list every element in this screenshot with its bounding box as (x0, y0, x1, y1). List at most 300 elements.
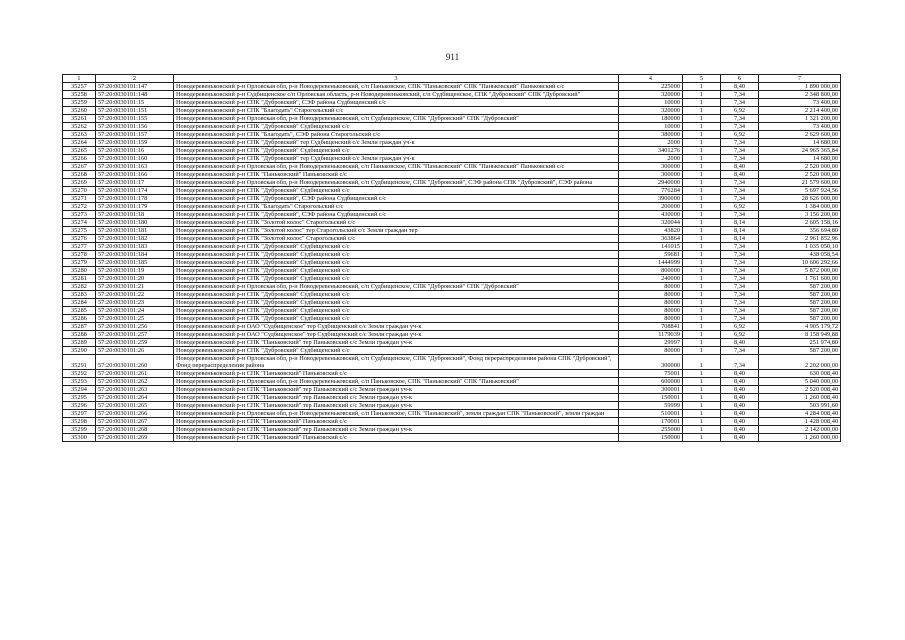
area-cell: 255000 (619, 426, 683, 434)
rate-cell: 7,34 (721, 267, 759, 275)
rate-cell: 7,34 (721, 187, 759, 195)
rate-cell: 7,34 (721, 251, 759, 259)
area-cell: 43820 (619, 227, 683, 235)
share-cell: 1 (683, 410, 721, 418)
row-number-cell: 35292 (63, 370, 96, 378)
value-cell: 73 400,00 (759, 99, 841, 107)
cadastral-number-cell: 57:20:0030101:259 (96, 339, 174, 347)
column-header: 3 (174, 75, 619, 83)
table-row (63, 171, 841, 179)
row-number-cell: 35278 (63, 251, 96, 259)
value-cell: 1 321 200,00 (759, 115, 841, 123)
location-cell: Новодеревеньковский р-н СПК "Дубровский" тер Судбищенский с/с Земли граждан уч-к (174, 139, 619, 147)
table-row (63, 291, 841, 299)
cadastral-number-cell: 57:20:0030101:267 (96, 418, 174, 426)
rate-cell: 7,34 (721, 91, 759, 99)
row-number-cell: 35268 (63, 171, 96, 179)
cadastral-number-cell: 57:20:0030101:22 (96, 291, 174, 299)
area-cell: 320044 (619, 219, 683, 227)
table-row (63, 179, 841, 187)
cadastral-number-cell: 57:20:0030101:179 (96, 203, 174, 211)
column-header: 6 (721, 75, 759, 83)
area-cell: 1444999 (619, 259, 683, 267)
cadastral-number-cell: 57:20:0030101:24 (96, 307, 174, 315)
row-number-cell: 35262 (63, 123, 96, 131)
table-row (63, 107, 841, 115)
location-cell: Новодеревеньковский р-н СПК "Паньковский" Паньковский с/с (174, 434, 619, 442)
cadastral-number-cell: 57:20:0030101:163 (96, 163, 174, 171)
cadastral-number-cell: 57:20:0030101:185 (96, 259, 174, 267)
area-cell: 240000 (619, 275, 683, 283)
location-cell: Новодеревеньковский р-н Орловская обл, р-н Новодеревеньковский, с/п Судбищенское, СПК "Дубровский", Фонд перераспределения района СПК "Дубровский", Фонд перераспределения района (174, 355, 619, 370)
cadastral-number-cell: 57:20:0030101:17 (96, 179, 174, 187)
area-cell: 2000 (619, 155, 683, 163)
cadastral-number-cell: 57:20:0030101:261 (96, 370, 174, 378)
area-cell: 300000 (619, 163, 683, 171)
area-cell: 800000 (619, 267, 683, 275)
row-number-cell: 35258 (63, 91, 96, 99)
row-number-cell: 35288 (63, 331, 96, 339)
cadastral-number-cell: 57:20:0030101:265 (96, 402, 174, 410)
value-cell: 630 008,40 (759, 370, 841, 378)
rate-cell: 8,40 (721, 394, 759, 402)
row-number-cell: 35265 (63, 147, 96, 155)
table-row (63, 155, 841, 163)
area-cell: 80000 (619, 291, 683, 299)
location-cell: Новодеревеньковский р-н СПК "Дубровский" Судбищенский с/с (174, 307, 619, 315)
table-row (63, 91, 841, 99)
share-cell: 1 (683, 323, 721, 331)
area-cell: 776284 (619, 187, 683, 195)
value-cell: 1 035 050,10 (759, 243, 841, 251)
share-cell: 1 (683, 235, 721, 243)
location-cell: Новодеревеньковский р-н Орловская обл, р-н Новодеревеньковский, с/п Паньковское, СПК "Паньковский", земли граждан СПК "Паньковский", земли граждан (174, 410, 619, 418)
area-cell: 3401276 (619, 147, 683, 155)
area-cell: 141015 (619, 243, 683, 251)
location-cell: Новодеревеньковский р-н СПК "Паньковский" тер Паньковский с/с Земли граждан уч-к (174, 339, 619, 347)
share-cell: 1 (683, 331, 721, 339)
share-cell: 1 (683, 339, 721, 347)
row-number-cell: 35260 (63, 107, 96, 115)
location-cell: Новодеревеньковский р-н СПК "Дубровский" Судбищенский с/с (174, 347, 619, 355)
location-cell: Новодеревеньковский р-н Судбищенское с/п Орловская область, р-н Новодеревеньковский, с/п Судбищенское, СПК "Дубровский" СПК "Дубровский" (174, 91, 619, 99)
cadastral-number-cell: 57:20:0030101:16 (96, 147, 174, 155)
row-number-cell: 35270 (63, 187, 96, 195)
share-cell: 1 (683, 299, 721, 307)
table-row (63, 434, 841, 442)
share-cell: 1 (683, 211, 721, 219)
table-row (63, 195, 841, 203)
table-row (63, 115, 841, 123)
location-cell: Новодеревеньковский р-н СПК "Дубровский" Судбищенский с/с (174, 243, 619, 251)
cadastral-number-cell: 57:20:0030101:23 (96, 299, 174, 307)
row-number-cell: 35282 (63, 283, 96, 291)
table-row (63, 203, 841, 211)
location-cell: Новодеревеньковский р-н Орловская обл, р-н Новодеревеньковский, с/п Судбищенское, СПК "Дубровский", СЭФ района СПК "Дубровский", СЭФ района (174, 179, 619, 187)
location-cell: Новодеревеньковский р-н СПК "Дубровский" Судбищенский с/с (174, 275, 619, 283)
cadastral-number-cell: 57:20:0030101:260 (96, 355, 174, 370)
row-number-cell: 35290 (63, 347, 96, 355)
location-cell: Новодеревеньковский р-н СПК "Дубровский" Судбищенский с/с (174, 291, 619, 299)
location-cell: Новодеревеньковский р-н СПК "Паньковский" тер Паньковский с/с Земли граждан уч-к (174, 402, 619, 410)
location-cell: Новодеревеньковский р-н СПК "Паньковский" Паньковский с/с (174, 370, 619, 378)
value-cell: 356 694,80 (759, 227, 841, 235)
table-row (63, 426, 841, 434)
rate-cell: 7,34 (721, 307, 759, 315)
column-header: 2 (96, 75, 174, 83)
table-row (63, 410, 841, 418)
area-cell: 59681 (619, 251, 683, 259)
area-cell: 1179039 (619, 331, 683, 339)
value-cell: 14 680,00 (759, 139, 841, 147)
row-number-cell: 35300 (63, 434, 96, 442)
rate-cell: 8,14 (721, 235, 759, 243)
table-row (63, 227, 841, 235)
row-number-cell: 35293 (63, 378, 96, 386)
area-cell: 10000 (619, 99, 683, 107)
rate-cell: 7,34 (721, 259, 759, 267)
cadastral-number-cell: 57:20:0030101:156 (96, 123, 174, 131)
location-cell: Новодеревеньковский р-н СПК "Дубровский" Судбищенский с/с (174, 267, 619, 275)
cadastral-number-cell: 57:20:0030101:178 (96, 195, 174, 203)
row-number-cell: 35277 (63, 243, 96, 251)
location-cell: Новодеревеньковский р-н СПК "Дубровский", СЭФ района Судбищенский с/с (174, 99, 619, 107)
cadastral-number-cell: 57:20:0030101:174 (96, 187, 174, 195)
rate-cell: 7,34 (721, 347, 759, 355)
rate-cell: 8,14 (721, 219, 759, 227)
table-row (63, 123, 841, 131)
share-cell: 1 (683, 355, 721, 370)
table-row (63, 139, 841, 147)
location-cell: Новодеревеньковский р-н СПК "Дубровский", СЭФ района Судбищенский с/с (174, 211, 619, 219)
row-number-cell: 35295 (63, 394, 96, 402)
location-cell: Новодеревеньковский р-н СПК "Благодать" Старогольский с/с (174, 107, 619, 115)
cadastral-number-cell: 57:20:0030101:20 (96, 275, 174, 283)
area-cell: 59999 (619, 402, 683, 410)
share-cell: 1 (683, 147, 721, 155)
location-cell: Новодеревеньковский р-н СПК "Золотой колос" Старогольский с/с (174, 219, 619, 227)
location-cell: Новодеревеньковский р-н Орловская обл, р-н Новодеревеньковский, с/п Судбищенское, СПК "Дубровский" СПК "Дубровский" (174, 283, 619, 291)
cadastral-number-cell: 57:20:0030101:159 (96, 139, 174, 147)
area-cell: 2940000 (619, 179, 683, 187)
location-cell: Новодеревеньковский р-н СПК "Паньковский" Паньковский с/с (174, 171, 619, 179)
row-number-cell: 35280 (63, 267, 96, 275)
share-cell: 1 (683, 155, 721, 163)
share-cell: 1 (683, 307, 721, 315)
rate-cell: 8,40 (721, 339, 759, 347)
cadastral-number-cell: 57:20:0030101:155 (96, 115, 174, 123)
area-cell: 708841 (619, 323, 683, 331)
row-number-cell: 35271 (63, 195, 96, 203)
column-header: 7 (759, 75, 841, 83)
row-number-cell: 35276 (63, 235, 96, 243)
row-number-cell: 35287 (63, 323, 96, 331)
cadastral-number-cell: 57:20:0030101:157 (96, 131, 174, 139)
table-row (63, 378, 841, 386)
rate-cell: 7,34 (721, 315, 759, 323)
value-cell: 2 214 400,00 (759, 107, 841, 115)
table-row (63, 323, 841, 331)
value-cell: 2 202 000,00 (759, 355, 841, 370)
value-cell: 2 605 158,16 (759, 219, 841, 227)
value-cell: 587 200,00 (759, 307, 841, 315)
row-number-cell: 35291 (63, 355, 96, 370)
row-number-cell: 35263 (63, 131, 96, 139)
value-cell: 2 520 008,40 (759, 386, 841, 394)
rate-cell: 7,34 (721, 179, 759, 187)
table-row (63, 315, 841, 323)
table-row (63, 235, 841, 243)
row-number-cell: 35297 (63, 410, 96, 418)
row-number-cell: 35273 (63, 211, 96, 219)
rate-cell: 6,92 (721, 131, 759, 139)
row-number-cell: 35296 (63, 402, 96, 410)
value-cell: 587 200,00 (759, 299, 841, 307)
cadastral-number-cell: 57:20:0030101:19 (96, 267, 174, 275)
location-cell: Новодеревеньковский р-н СПК "Дубровский" тер Судбищенский с/с Земли граждан уч-к (174, 155, 619, 163)
value-cell: 8 158 949,88 (759, 331, 841, 339)
rate-cell: 7,34 (721, 147, 759, 155)
table-row (63, 275, 841, 283)
table-row (63, 99, 841, 107)
page-number: 911 (445, 52, 460, 62)
row-number-cell: 35283 (63, 291, 96, 299)
area-cell: 363864 (619, 235, 683, 243)
share-cell: 1 (683, 259, 721, 267)
share-cell: 1 (683, 394, 721, 402)
share-cell: 1 (683, 434, 721, 442)
table-row (63, 211, 841, 219)
rate-cell: 8,40 (721, 83, 759, 91)
area-cell: 80000 (619, 283, 683, 291)
area-cell: 80000 (619, 307, 683, 315)
row-number-cell: 35259 (63, 99, 96, 107)
value-cell: 24 965 365,84 (759, 147, 841, 155)
table-row (63, 251, 841, 259)
location-cell: Новодеревеньковский р-н СПК "Дубровский" Судбищенский с/с (174, 259, 619, 267)
row-number-cell: 35267 (63, 163, 96, 171)
share-cell: 1 (683, 347, 721, 355)
area-cell: 10000 (619, 123, 683, 131)
share-cell: 1 (683, 291, 721, 299)
cadastral-number-cell: 57:20:0030101:151 (96, 107, 174, 115)
column-header: 4 (619, 75, 683, 83)
rate-cell: 8,40 (721, 426, 759, 434)
table-row (63, 243, 841, 251)
location-cell: Новодеревеньковский р-н СПК "Дубровский" Судбищенский с/с (174, 187, 619, 195)
value-cell: 438 058,54 (759, 251, 841, 259)
value-cell: 1 890 000,00 (759, 83, 841, 91)
value-cell: 1 260 000,00 (759, 434, 841, 442)
rate-cell: 8,40 (721, 386, 759, 394)
table-row (63, 370, 841, 378)
value-cell: 5 697 924,56 (759, 187, 841, 195)
area-cell: 3900000 (619, 195, 683, 203)
row-number-cell: 35264 (63, 139, 96, 147)
location-cell: Новодеревеньковский р-н СПК "Дубровский" Судбищенский с/с (174, 299, 619, 307)
table-row (63, 347, 841, 355)
row-number-cell: 35286 (63, 315, 96, 323)
location-cell: Новодеревеньковский р-н СПК "Паньковский" тер Паньковский с/с Земли граждан уч-к (174, 426, 619, 434)
rate-cell: 8,40 (721, 418, 759, 426)
value-cell: 1 761 600,00 (759, 275, 841, 283)
share-cell: 1 (683, 163, 721, 171)
share-cell: 1 (683, 227, 721, 235)
rate-cell: 6,92 (721, 107, 759, 115)
value-cell: 28 626 000,00 (759, 195, 841, 203)
area-cell: 150001 (619, 394, 683, 402)
location-cell: Новодеревеньковский р-н СПК "Дубровский" Судбищенский с/с (174, 315, 619, 323)
value-cell: 1 260 008,40 (759, 394, 841, 402)
share-cell: 1 (683, 402, 721, 410)
row-number-cell: 35284 (63, 299, 96, 307)
row-number-cell: 35272 (63, 203, 96, 211)
share-cell: 1 (683, 267, 721, 275)
rate-cell: 8,40 (721, 402, 759, 410)
share-cell: 1 (683, 251, 721, 259)
rate-cell: 7,34 (721, 139, 759, 147)
column-header: 1 (63, 75, 96, 83)
row-number-cell: 35299 (63, 426, 96, 434)
share-cell: 1 (683, 378, 721, 386)
cadastral-number-cell: 57:20:0030101:262 (96, 378, 174, 386)
share-cell: 1 (683, 91, 721, 99)
row-number-cell: 35281 (63, 275, 96, 283)
value-cell: 587 200,00 (759, 283, 841, 291)
share-cell: 1 (683, 219, 721, 227)
rate-cell: 6,92 (721, 331, 759, 339)
rate-cell: 7,34 (721, 243, 759, 251)
share-cell: 1 (683, 283, 721, 291)
rate-cell: 7,34 (721, 355, 759, 370)
location-cell: Новодеревеньковский р-н СПК "Паньковский" тер Паньковский с/с Земли граждан уч-к (174, 386, 619, 394)
table-row (63, 283, 841, 291)
value-cell: 2 520 000,00 (759, 163, 841, 171)
value-cell: 4 284 008,40 (759, 410, 841, 418)
location-cell: Новодеревеньковский р-н СПК "Паньковский" тер Паньковский с/с Земли граждан уч-к (174, 394, 619, 402)
table-row (63, 402, 841, 410)
area-cell: 320000 (619, 91, 683, 99)
area-cell: 180000 (619, 115, 683, 123)
row-number-cell: 35298 (63, 418, 96, 426)
table-row (63, 219, 841, 227)
location-cell: Новодеревеньковский р-н Орловская обл, р-н Новодеревеньковский, с/п Паньковское, СПК "Паньковский" СПК "Паньковский" Паньковский с/с (174, 83, 619, 91)
area-cell: 300000 (619, 355, 683, 370)
location-cell: Новодеревеньковский р-н Орловская обл, р-н Новодеревеньковский, с/п Паньковское, СПК "Паньковский" СПК "Паньковский" (174, 378, 619, 386)
share-cell: 1 (683, 115, 721, 123)
value-cell: 1 384 000,00 (759, 203, 841, 211)
table-row (63, 163, 841, 171)
cadastral-number-cell: 57:20:0030101:183 (96, 243, 174, 251)
location-cell: Новодеревеньковский р-н СПК "Дубровский" Судбищенский с/с (174, 147, 619, 155)
cadastral-number-cell: 57:20:0030101:160 (96, 155, 174, 163)
row-number-cell: 35261 (63, 115, 96, 123)
cadastral-number-cell: 57:20:0030101:184 (96, 251, 174, 259)
location-cell: Новодеревеньковский р-н СПК "Паньковский" Паньковский с/с (174, 418, 619, 426)
value-cell: 21 579 600,00 (759, 179, 841, 187)
share-cell: 1 (683, 315, 721, 323)
cadastral-number-cell: 57:20:0030101:268 (96, 426, 174, 434)
area-cell: 200000 (619, 203, 683, 211)
rate-cell: 8,40 (721, 434, 759, 442)
cadastral-number-cell: 57:20:0030101:180 (96, 219, 174, 227)
table-row (63, 386, 841, 394)
area-cell: 320000 (619, 107, 683, 115)
area-cell: 29997 (619, 339, 683, 347)
row-number-cell: 35285 (63, 307, 96, 315)
table-row (63, 259, 841, 267)
cadastral-number-cell: 57:20:0030101:264 (96, 394, 174, 402)
cadastral-number-cell: 57:20:0030101:21 (96, 283, 174, 291)
row-number-cell: 35275 (63, 227, 96, 235)
value-cell: 587 200,00 (759, 291, 841, 299)
cadastral-number-cell: 57:20:0030101:182 (96, 235, 174, 243)
location-cell: Новодеревеньковский р-н СПК "Дубровский" Судбищенский с/с (174, 251, 619, 259)
area-cell: 80000 (619, 347, 683, 355)
row-number-cell: 35274 (63, 219, 96, 227)
table-row (63, 147, 841, 155)
rate-cell: 8,40 (721, 370, 759, 378)
value-cell: 4 905 179,72 (759, 323, 841, 331)
rate-cell: 8,40 (721, 171, 759, 179)
table-row (63, 187, 841, 195)
location-cell: Новодеревеньковский р-н ОАО "Судбищенское" тер Судбищенский с/с Земли граждан уч-к (174, 331, 619, 339)
cadastral-number-cell: 57:20:0030101:256 (96, 323, 174, 331)
value-cell: 2 961 852,96 (759, 235, 841, 243)
row-number-cell: 35269 (63, 179, 96, 187)
location-cell: Новодеревеньковский р-н Орловская обл, р-н Новодеревеньковский, с/п Паньковское, СПК "Паньковский" СПК "Паньковский" Паньковский с/с (174, 163, 619, 171)
share-cell: 1 (683, 179, 721, 187)
area-cell: 225000 (619, 83, 683, 91)
value-cell: 503 991,60 (759, 402, 841, 410)
value-cell: 2 629 600,00 (759, 131, 841, 139)
row-number-cell: 35289 (63, 339, 96, 347)
value-cell: 3 156 200,00 (759, 211, 841, 219)
table-row (63, 339, 841, 347)
cadastral-number-cell: 57:20:0030101:148 (96, 91, 174, 99)
share-cell: 1 (683, 195, 721, 203)
area-cell: 600000 (619, 378, 683, 386)
cadastral-number-cell: 57:20:0030101:266 (96, 410, 174, 418)
area-cell: 2000 (619, 139, 683, 147)
table-row (63, 299, 841, 307)
rate-cell: 7,34 (721, 211, 759, 219)
value-cell: 587 200,00 (759, 315, 841, 323)
rate-cell: 8,40 (721, 410, 759, 418)
rate-cell: 8,14 (721, 227, 759, 235)
location-cell: Новодеревеньковский р-н ОАО "Судбищенское" тер Судбищенский с/с Земли граждан уч-к (174, 323, 619, 331)
cadastral-number-cell: 57:20:0030101:257 (96, 331, 174, 339)
area-cell: 80000 (619, 315, 683, 323)
column-header: 5 (683, 75, 721, 83)
share-cell: 1 (683, 386, 721, 394)
rate-cell: 7,34 (721, 123, 759, 131)
value-cell: 2 142 000,00 (759, 426, 841, 434)
rate-cell: 7,34 (721, 155, 759, 163)
cadastral-number-cell: 57:20:0030101:26 (96, 347, 174, 355)
row-number-cell: 35279 (63, 259, 96, 267)
table-row (63, 307, 841, 315)
location-cell: Новодеревеньковский р-н СПК "Золотой колос" тер Старогольский с/с Земли граждан тер (174, 227, 619, 235)
cadastral-number-cell: 57:20:0030101:147 (96, 83, 174, 91)
table-row (63, 331, 841, 339)
cadastral-number-cell: 57:20:0030101:18 (96, 211, 174, 219)
area-cell: 300000 (619, 171, 683, 179)
share-cell: 1 (683, 203, 721, 211)
value-cell: 5 040 000,00 (759, 378, 841, 386)
share-cell: 1 (683, 99, 721, 107)
value-cell: 10 606 292,66 (759, 259, 841, 267)
